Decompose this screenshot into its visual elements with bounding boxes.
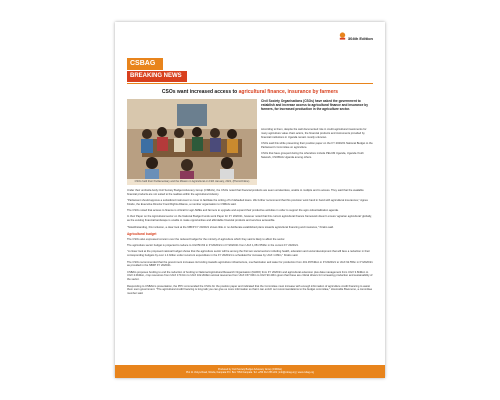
breaking-news-band: BREAKING NEWS xyxy=(127,71,187,82)
body-paragraph: "Parliament should approve a subsidized instrument to cover to facilitate the writing off of defaulted loans. We further recommend that this provision work hand in hand with agricultural insurances," Agnes Kirabo, the Executive Director Food Rights Alliance, a member organisation to CSBAG said. xyxy=(127,199,368,206)
body-paragraph: "Notwithstanding, this inclusion, a clear look at the NBFP FY 2020/21 shows little or no deliberate established plans towards agricultural financing and insurance," Kirabo said. xyxy=(127,225,334,229)
side-paragraph: CSOs that have grouped during the wherefore include PELUM Uganda, Uganda Youth Network, CSOBAG Uganda among others. xyxy=(261,151,364,159)
meeting-photo-illustration xyxy=(127,99,257,179)
side-column xyxy=(261,128,373,162)
edition-label: 304th Edition xyxy=(347,36,373,41)
body-paragraph: "A closer look at the proposed national budget shows that the agriculture sector will be among the first two social sectors including health, education and social development that will face a reduction in their corresponding budgets by over 1.4 billion under recurrent expenditure in the FY 2020/21 is scheduled for increase by UGX 1.06bn," Kirabo said. xyxy=(127,250,370,258)
headline-accent: agricultural finance, insurance by farmers xyxy=(238,89,339,95)
footer-contact-line: Plot 11 Vubya Road, Ntinda, Kampala P.O. Box 7054 Kampala. Tel: +256 312 256 222 | info@csbag.org | www.csbag.org xyxy=(186,371,314,375)
body-paragraph: The CSOs recommended that the government increases its funding towards agriculture infrastructure, mechanization and water for production from 401.457billion in FY2020/21 to UGX 92.55bn in FY2020/21 as provided in the NBFP FY 2020/21. xyxy=(127,260,373,268)
body-paragraph: The agriculture sector budget is projected to reduce to UGX5N.63 in FY2020/21 in FY2020/21 from UGX 1,051.553bn in the current FY 2020/21. xyxy=(127,244,299,248)
side-paragraph: CSOs said this while presenting their position paper on the FY 2020/21 National Budget to the Parliament's Committee on agriculture. xyxy=(261,141,373,149)
footer-line: Produced by Civil Society Budget Advocacy Group (CSBAG) xyxy=(217,368,283,371)
article-body xyxy=(127,189,373,298)
body-paragraph: Responding to CSBAG's presentation, the PPC commended the CSOs for the position paper and indicated that the Committee must increase with enough information of agriculture credit financing to assist them soon government. "The agricultural credit financing is long talk you can give us more information so that it can enrich our recommendations to the budget committee," Honorable Bwomono, a committee member said. xyxy=(127,284,373,296)
newsletter-page xyxy=(115,22,385,378)
body-paragraph: The CSOs noted that access to finance is critical for agri-SMEs and farmers to upgrade and expand their productive activities in order to support the agro-industrialization agenda. xyxy=(127,209,339,213)
lead-paragraph: Civil Society Organisations (CSOs) have asked the government to establish and increase access to agricultural finance and insurance by farmers, for increased production in the agriculture sector. xyxy=(261,99,368,112)
section-subheading: Agricultural budget xyxy=(127,231,157,236)
body-paragraph: The CSOs also expressed concern over the reduced budget for the ministry of agriculture which they said is likely to affect the sector. xyxy=(127,237,286,241)
header-divider xyxy=(127,83,373,84)
article-headline xyxy=(135,89,365,95)
body-paragraph: In their Paper on the Agricultural sector on the National Budget Funds work Paper for FY 2020/21, however noted that this current agricultural finance framework doesn't ensure 'agrarian agricultural' globally, as the existing financial landscape is unable to make opportunities and affordable financial products and services accessible. xyxy=(127,215,372,223)
meeting-photo xyxy=(127,99,257,179)
headline-prefix: CSOs want increased access to xyxy=(161,89,239,95)
photo-caption: CSOs held their Parliamentary and the Mission in Agricultural on 19th January, 2021, (Photo/Online) xyxy=(127,179,257,185)
body-paragraph: Under their umbrella body Civil Society Budget Advocacy Group (CSBAG), the CSOs noted that financial products are seem unrelentless, unable to multiple and to access. They said that the available financial products are not suited to the realities within the agricultural industry. xyxy=(127,189,364,196)
side-paragraph: According to them, despite the well documented role in credit agricultural investments for many agriculture value chain actors, the financial products and instruments provided by financial institutions in Uganda remain mostly unknown. xyxy=(261,128,367,139)
body-paragraph: CSBAG proposes funding to end the reduction of funding to National Agricultural Research Organisation (NARO) from FY 2020/21 and agricultural extension plus data management from UGX 3.6billion to UGX 2.0billion, crop resources from UGX 170.1bn to UGX 102.2billion animal resources from UGX 157.63bn to UGX 90.43bn given that these are critical drivers for increasing production and sustainability of the sector. xyxy=(127,270,373,282)
csbag-logo-icon xyxy=(338,31,347,41)
page-footer xyxy=(115,365,385,378)
org-band: CSBAG xyxy=(127,58,163,70)
